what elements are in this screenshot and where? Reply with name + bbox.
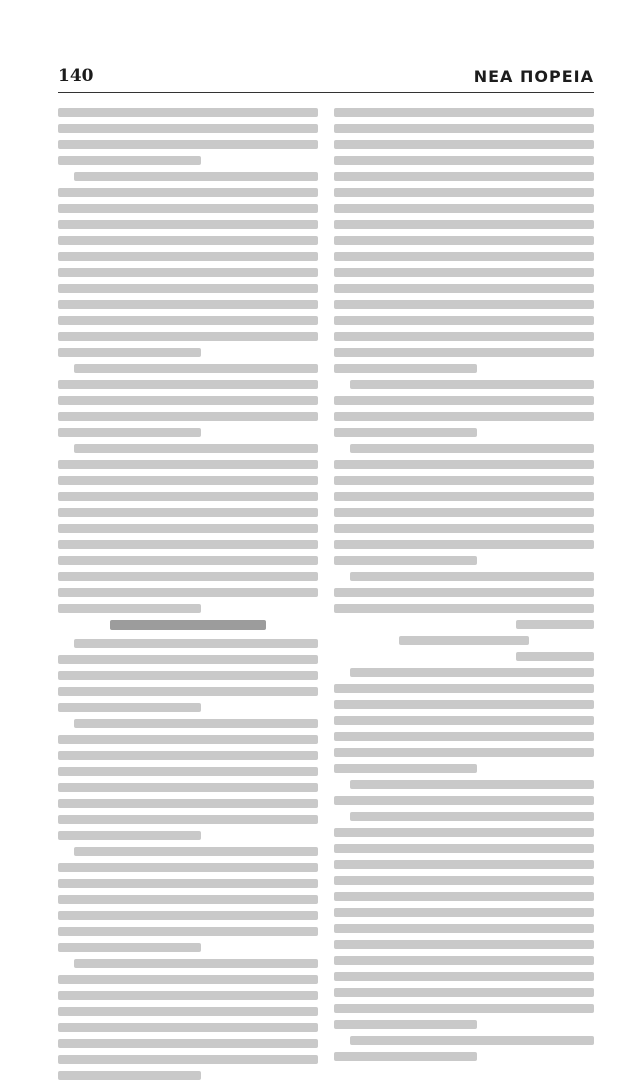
page-number: 140: [58, 66, 94, 86]
header-rule: [58, 92, 594, 93]
journal-title: ΝΕΑ ΠΟΡΕΙΑ: [473, 67, 594, 86]
right-column: [334, 108, 594, 1068]
page-header: [58, 58, 594, 86]
section-heading-placeholder: [110, 620, 266, 630]
left-column: [58, 108, 318, 1087]
